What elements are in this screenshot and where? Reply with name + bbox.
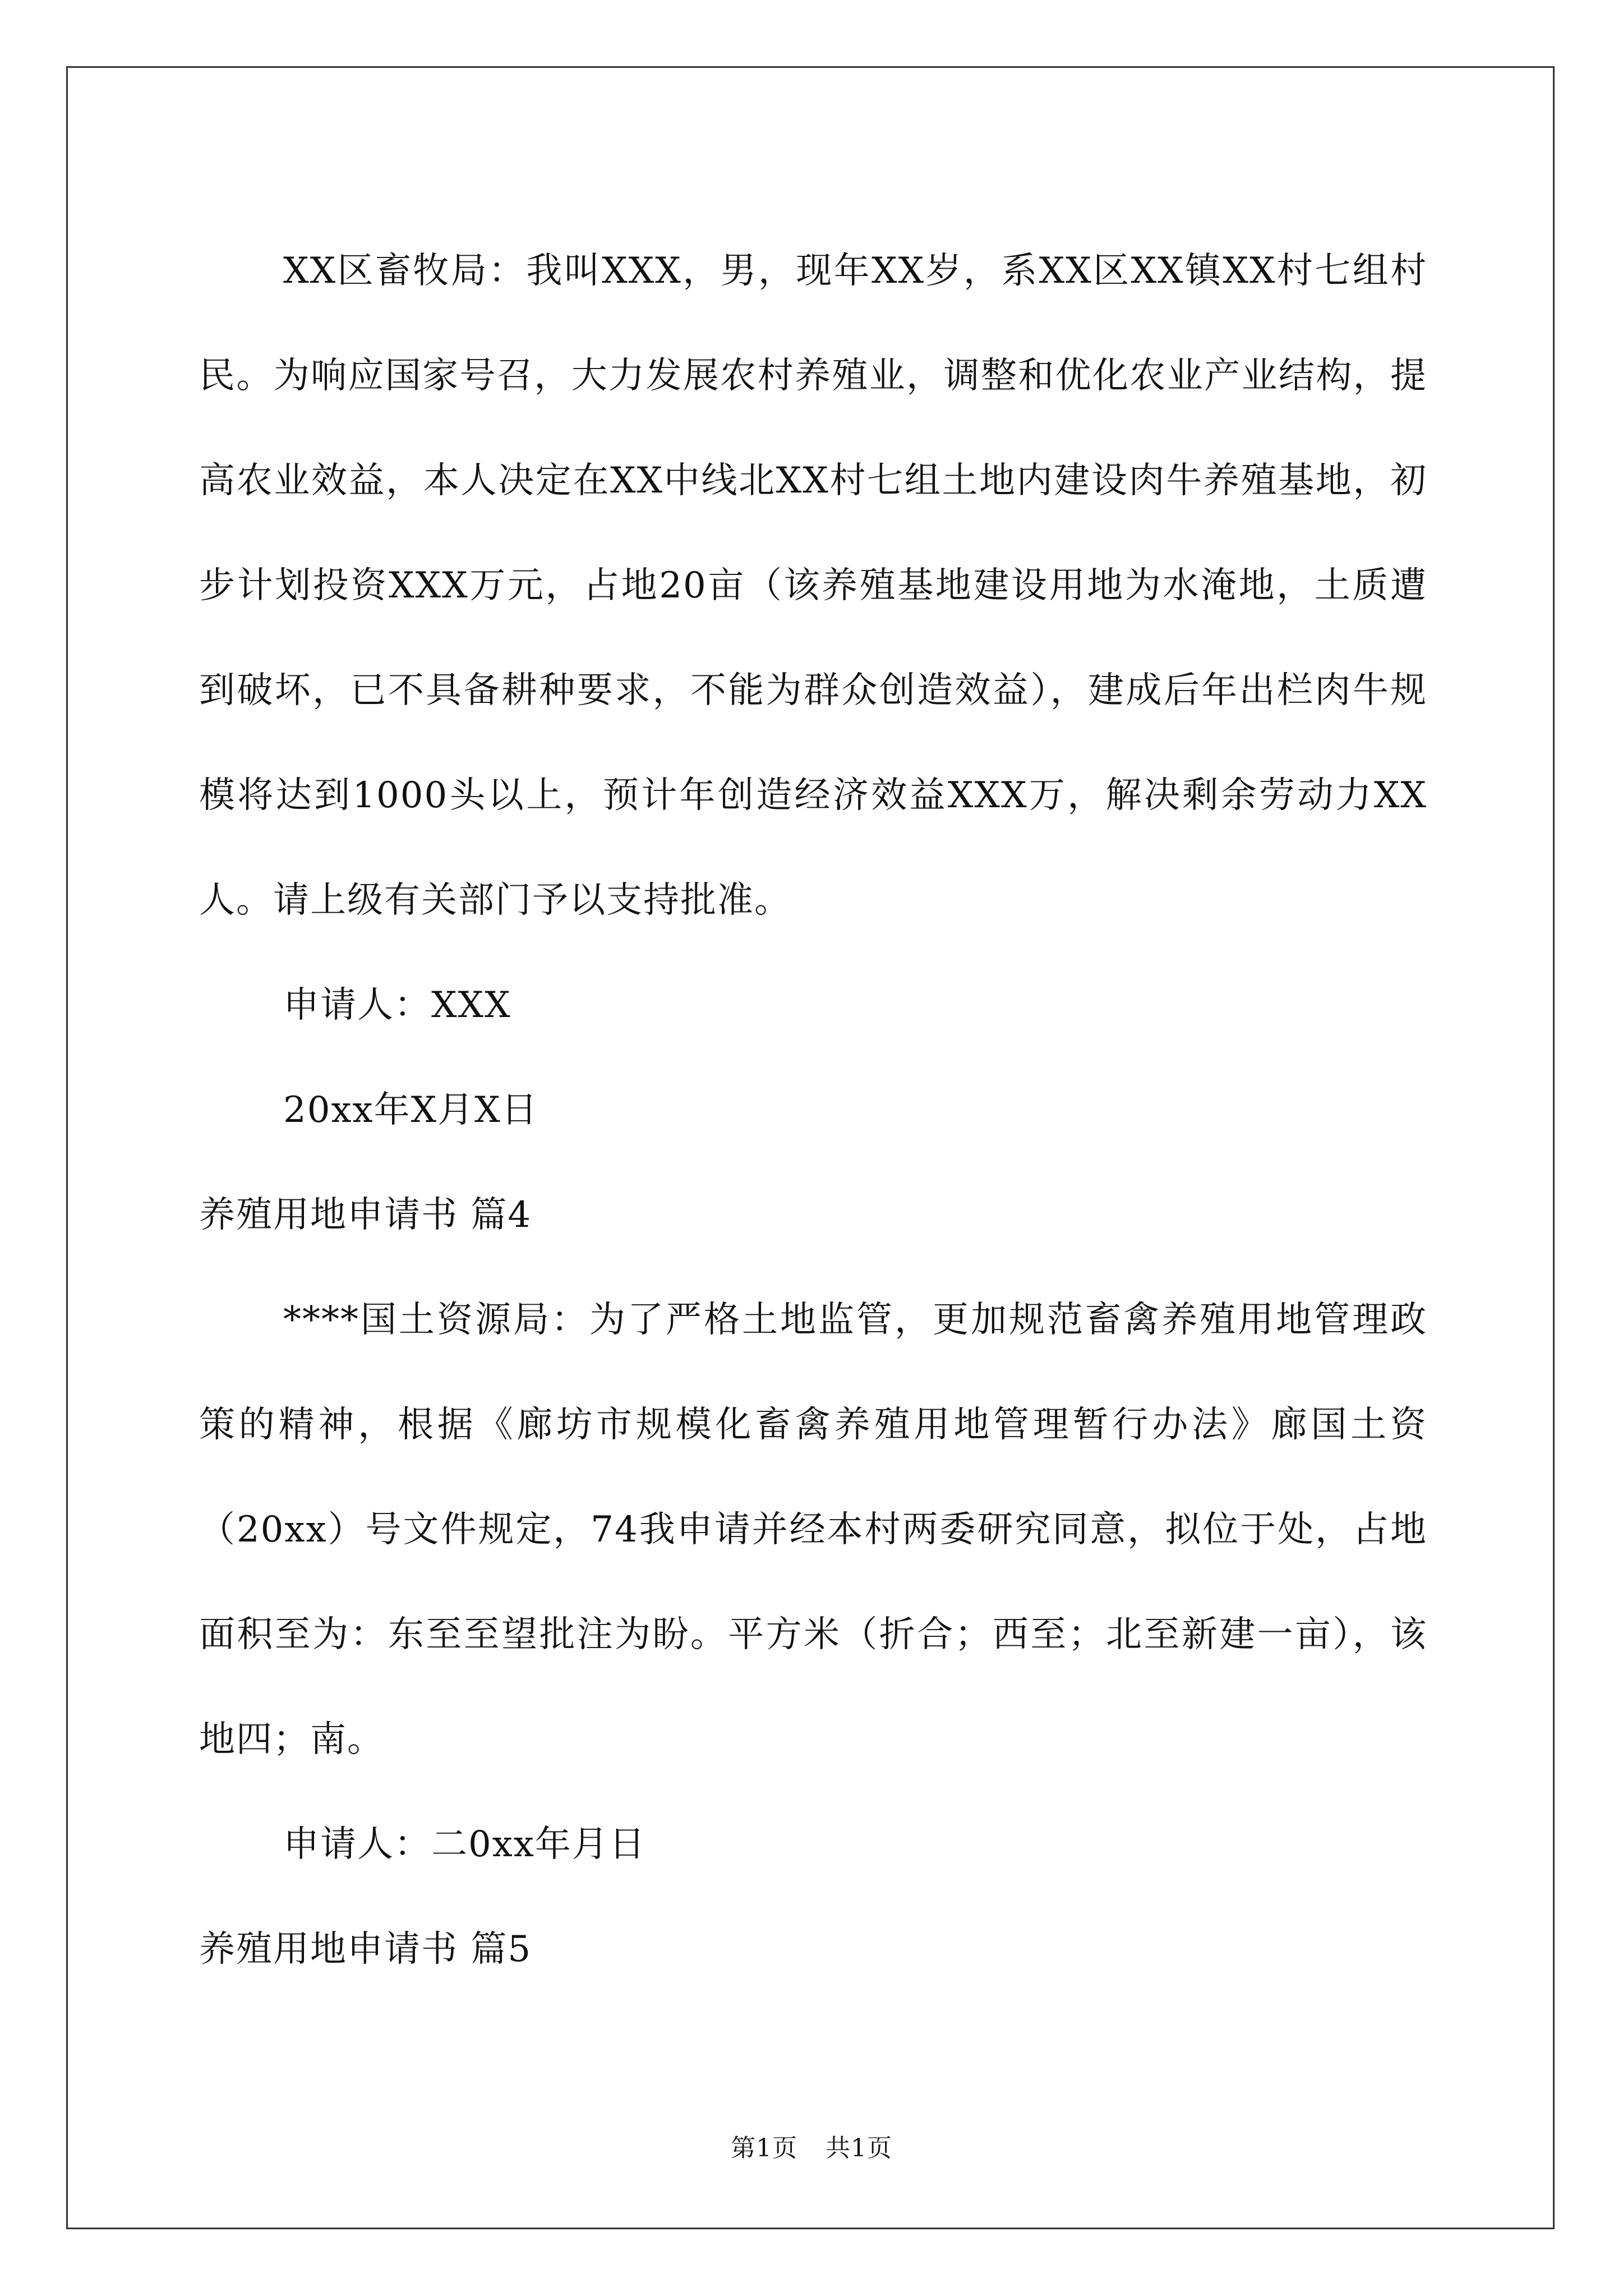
total-pages: 共1页 (826, 2134, 892, 2162)
applicant-date-line: 申请人：二0xx年月日 (283, 1824, 646, 1865)
document-body (199, 219, 1427, 2002)
section-heading: 养殖用地申请书 篇4 (199, 1194, 532, 1236)
body-paragraph: ****国土资源局：为了严格土地监管，更加规范畜禽养殖用地管理政策的精神，根据《廊坊市规模化畜禽养殖用地管理暂行办法》廊国土资（20xx）号文件规定，74我申请并经本村两委研究同意，拟位于处，占地面积至为：东至至望批注为盼。平方米（折合；西至；北至新建一亩），该地四；南。 (199, 1299, 1427, 1760)
date-line: 20xx年X月X日 (283, 1089, 538, 1131)
page-number: 第1页 (731, 2134, 797, 2162)
applicant-line: 申请人：XXX (283, 984, 511, 1026)
section-heading: 养殖用地申请书 篇5 (199, 1929, 532, 1970)
page-footer (0, 2132, 1623, 2165)
body-paragraph: XX区畜牧局：我叫XXX，男，现年XX岁，系XX区XX镇XX村七组村民。为响应国家号召，大力发展农村养殖业，调整和优化农业产业结构，提高农业效益，本人决定在XX中线北XX村七组土地内建设肉牛养殖基地，初步计划投资XXX万元，占地20亩（该养殖基地建设用地为水淹地，土质遭到破坏，已不具备耕种要求，不能为群众创造效益），建成后年出栏肉牛规模将达到1000头以上，预计年创造经济效益XXX万，解决剩余劳动力XX人。请上级有关部门予以支持批准。 (199, 250, 1427, 921)
